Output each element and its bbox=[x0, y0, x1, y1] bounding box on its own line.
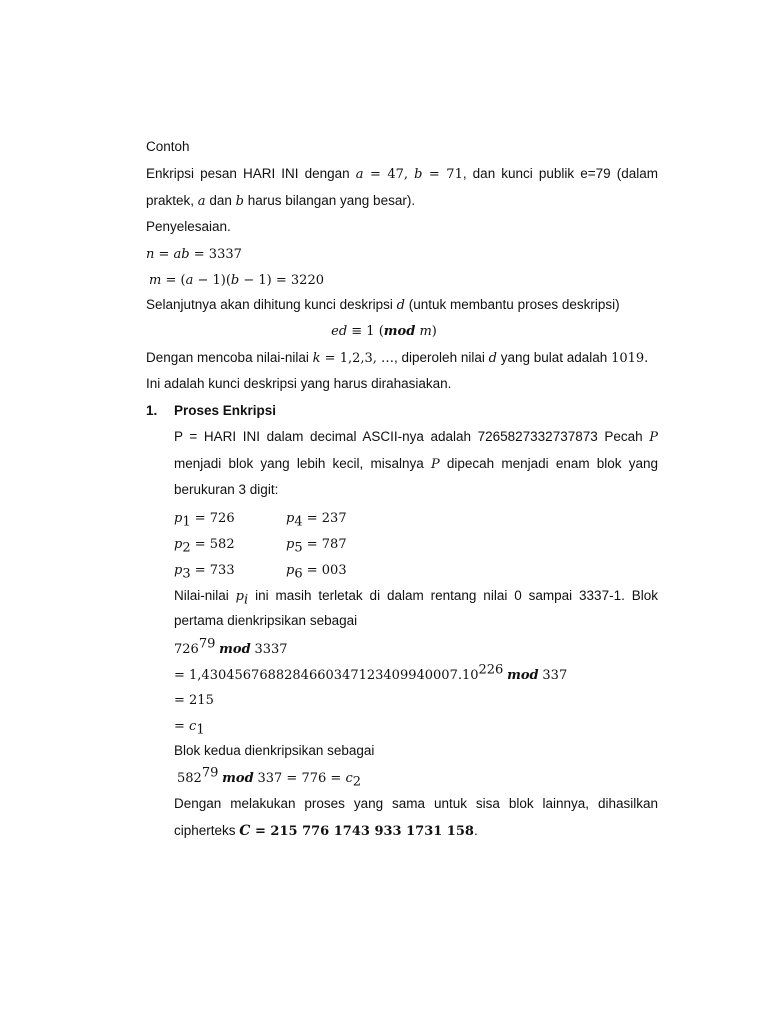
enc1-line-3: = 215 bbox=[174, 693, 214, 708]
plaintext-line-1: P = HARI INI dalam decimal ASCII-nya adalah 7265827332737873 Pecah P bbox=[174, 429, 658, 445]
block-p5: $p_5 = 787$ bbox=[286, 537, 347, 556]
range-line-2: pertama dienkripsikan sebagai bbox=[174, 613, 358, 628]
key-intro: Selanjutnya akan dihitung kunci deskripsi d (untuk membantu proses deskripsi) bbox=[146, 297, 620, 313]
enc1-line-4: = $c_1$ bbox=[174, 719, 205, 738]
enc1-line-1: $726^{79}$ mod 3337 bbox=[174, 636, 288, 657]
ciphertext-value: 215 776 1743 933 1731 158 bbox=[270, 824, 474, 839]
equation-n: n = ab = 3337 bbox=[146, 247, 242, 262]
conclusion-line-2: cipherteks C = 215 776 1743 933 1731 158. bbox=[174, 823, 478, 839]
range-line-1: Nilai-nilai $p_i$ ini masih terletak di dalam rentang nilai 0 sampai 3337-1. Blok bbox=[174, 588, 658, 608]
secret-note: Ini adalah kunci deskripsi yang harus dirahasiakan. bbox=[146, 376, 452, 391]
congruence-equation: ed ≡ 1 (mod m) bbox=[331, 324, 437, 339]
block-p3: $p_3 = 733$ bbox=[174, 563, 235, 582]
block-row-2 bbox=[174, 535, 347, 556]
plaintext-line-2: menjadi blok yang lebih kecil, misalnya P dipecah menjadi enam blok yang bbox=[174, 456, 658, 472]
enc2-line: $582^{79}$ mod $337 = 776 = c_2$ bbox=[177, 765, 361, 790]
plaintext-line-3: berukuran 3 digit: bbox=[174, 482, 279, 497]
block-row-1 bbox=[174, 509, 347, 530]
section-heading: 1. Proses Enkripsi bbox=[146, 403, 277, 418]
heading: Contoh bbox=[146, 139, 190, 154]
equation-m: m = (a − 1)(b − 1) = 3220 bbox=[149, 273, 324, 288]
enc1-line-2: = $1,4304567688284660347123409940007.10^{226}$ mod 337 bbox=[174, 662, 568, 683]
block-p1: $p_1 = 726$ bbox=[174, 511, 235, 530]
block-row-3 bbox=[174, 561, 347, 582]
conclusion-line-1: Dengan melakukan proses yang sama untuk sisa blok lainnya, dihasilkan bbox=[174, 796, 658, 811]
trial-line: Dengan mencoba nilai-nilai k = 1,2,3, …, diperoleh nilai d yang bulat adalah 1019. bbox=[146, 350, 649, 366]
math-a-equals: a bbox=[355, 167, 364, 182]
second-block-label: Blok kedua dienkripsikan sebagai bbox=[174, 743, 375, 758]
block-p6: $p_6 = 003$ bbox=[286, 563, 347, 582]
solution-label: Penyelesaian. bbox=[146, 219, 231, 234]
block-p4: $p_4 = 237$ bbox=[286, 511, 347, 530]
intro-line-1: Enkripsi pesan HARI INI dengan a = 47, b = 71, dan kunci publik e=79 (dalam bbox=[146, 166, 658, 182]
block-p2: $p_2 = 582$ bbox=[174, 537, 235, 556]
intro-line-2: praktek, a dan b harus bilangan yang besar). bbox=[146, 193, 416, 209]
